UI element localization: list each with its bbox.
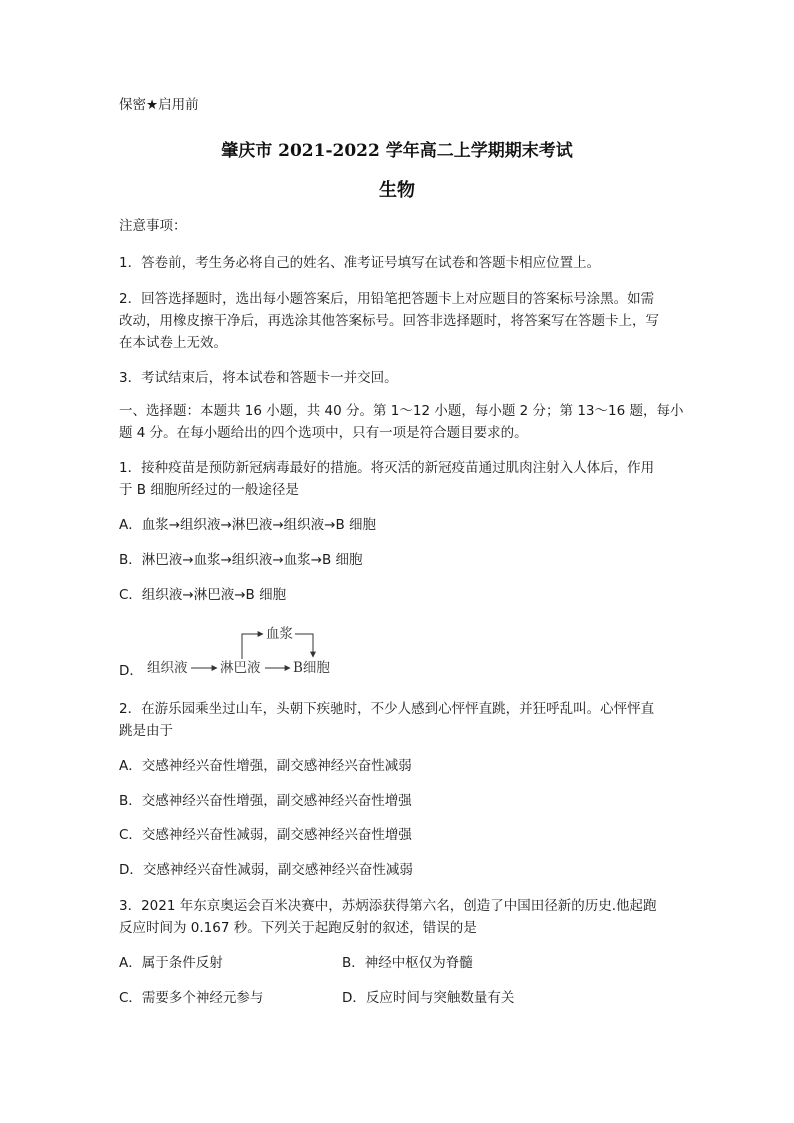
q1-stem-line-1: 1．接种疫苗是预防新冠病毒最好的措施。将灭活的新冠疫苗通过肌肉注射入人体后，作用 bbox=[119, 460, 655, 476]
q2-stem-line-2: 跳是由于 bbox=[119, 723, 173, 739]
q1-option-a: A．血浆→组织液→淋巴液→组织液→B 细胞 bbox=[119, 517, 377, 533]
q2-stem-line-1: 2．在游乐园乘坐过山车，头朝下疾驰时，不少人感到心怦怦直跳，并狂呼乱叫。心怦怦直 bbox=[119, 701, 655, 717]
q1-option-c: C．组织液→淋巴液→B 细胞 bbox=[119, 587, 287, 603]
q2-option-b: B．交感神经兴奋性增强，副交感神经兴奋性增强 bbox=[119, 793, 412, 809]
q2-option-a: A．交感神经兴奋性增强，副交感神经兴奋性减弱 bbox=[119, 758, 412, 774]
diagram-node-lymph: 淋巴液 bbox=[220, 660, 261, 676]
notes-item-2-line-2: 改动，用橡皮擦干净后，再选涂其他答案标号。回答非选择题时，将答案写在答题卡上，写 bbox=[119, 313, 659, 329]
notes-item-2-line-1: 2．回答选择题时，选出每小题答案后，用铅笔把答题卡上对应题目的答案标号涂黑。如需 bbox=[119, 291, 655, 307]
q3-option-c: C．需要多个神经元参与 bbox=[119, 990, 264, 1006]
diagram-arrow-up bbox=[242, 634, 263, 659]
q3-option-a: A．属于条件反射 bbox=[119, 955, 223, 971]
q1-option-d-label: D． bbox=[119, 663, 143, 679]
q2-option-c: C．交感神经兴奋性减弱，副交感神经兴奋性增强 bbox=[119, 827, 412, 843]
exam-title: 肇庆市 2021-2022 学年高二上学期期末考试 bbox=[221, 141, 573, 161]
confidential-mark: 保密★启用前 bbox=[119, 97, 199, 113]
q3-option-b: B．神经中枢仅为脊髓 bbox=[342, 955, 473, 971]
q3-option-d: D．反应时间与突触数量有关 bbox=[342, 990, 515, 1006]
q1-option-d-diagram bbox=[147, 624, 337, 678]
section1-line-1: 一、选择题：本题共 16 小题，共 40 分。第 1～12 小题，每小题 2 分；第 13～16 题，每小 bbox=[119, 403, 684, 419]
notes-item-2-line-3: 在本试卷上无效。 bbox=[119, 335, 227, 351]
diagram-node-b-cell: B细胞 bbox=[293, 660, 330, 676]
q3-stem-line-1: 3．2021 年东京奥运会百米决赛中，苏炳添获得第六名，创造了中国田径新的历史.他起跑 bbox=[119, 898, 657, 914]
notes-item-1: 1．答卷前，考生务必将自己的姓名、准考证号填写在试卷和答题卡相应位置上。 bbox=[119, 255, 601, 271]
q3-stem-line-2: 反应时间为 0.167 秒。下列关于起跑反射的叙述，错误的是 bbox=[119, 920, 477, 936]
diagram-node-plasma: 血浆 bbox=[266, 626, 293, 642]
notes-heading: 注意事项： bbox=[119, 218, 187, 234]
q1-option-b: B．淋巴液→血浆→组织液→血浆→B 细胞 bbox=[119, 552, 363, 568]
section1-line-2: 题 4 分。在每小题给出的四个选项中，只有一项是符合题目要求的。 bbox=[119, 425, 528, 441]
q1-stem-line-2: 于 B 细胞所经过的一般途径是 bbox=[119, 482, 299, 498]
subject-title: 生物 bbox=[379, 180, 415, 201]
diagram-node-tissue-fluid: 组织液 bbox=[147, 660, 188, 676]
q2-option-d: D．交感神经兴奋性减弱，副交感神经兴奋性减弱 bbox=[119, 862, 413, 878]
diagram-arrow-down bbox=[295, 634, 313, 657]
notes-item-3: 3．考试结束后，将本试卷和答题卡一并交回。 bbox=[119, 370, 398, 386]
